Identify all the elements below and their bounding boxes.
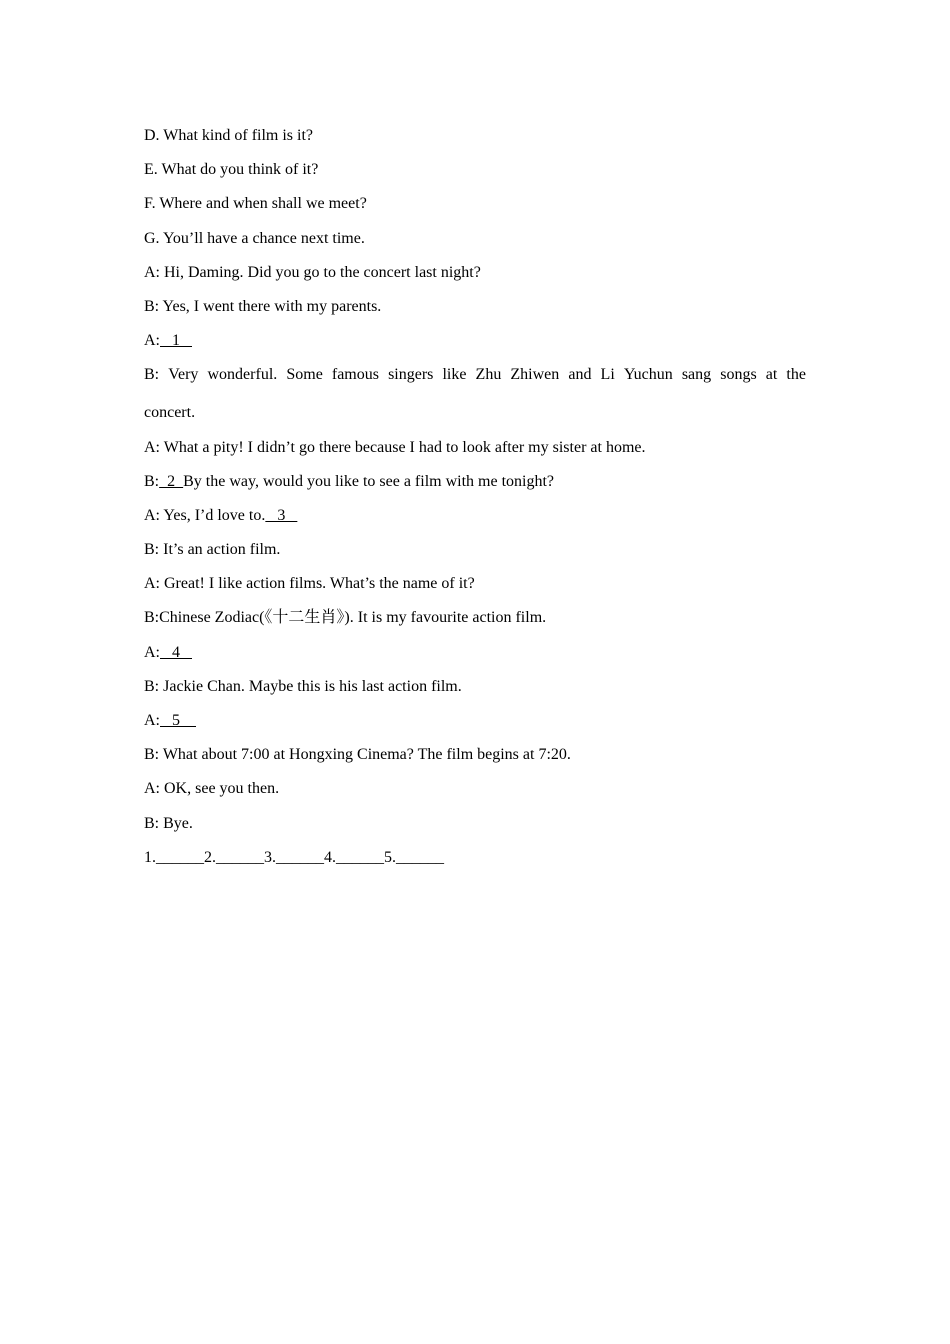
dialogue-line-14: B: What about 7:00 at Hongxing Cinema? The film begins at 7:20. [144,746,571,764]
dialogue-line-15: A: OK, see you then. [144,780,280,798]
word: Zhiwen [510,366,560,384]
option-g: G. You’ll have a chance next time. [144,229,365,247]
word: like [442,366,467,384]
dialogue-line-4 [144,364,806,402]
dialogue-line-9: A: Great! I like action films. What’s the name of it? [144,575,475,593]
dialogue-line-13 [144,710,806,744]
option-f: F. Where and when shall we meet? [144,195,367,213]
option-e: E. What do you think of it? [144,161,319,179]
speaker-label: A: [144,643,160,661]
blank-5: 5 [160,712,196,729]
dialogue-line-6 [144,471,806,505]
dialogue-line-4-continued: concert. [144,404,196,422]
line-text: By the way, would you like to see a film with me tonight? [183,472,555,490]
blank-2: 2 [159,472,184,490]
option-d: D. What kind of film is it? [144,127,314,144]
blank-3: 3 [265,506,298,524]
line-text: A: Yes, I’d love to. [144,506,266,524]
dialogue-line-16: B: Bye. [144,814,193,832]
document-page [144,125,806,881]
word: Some [286,366,323,384]
word: and [568,366,592,384]
word: singers [388,366,434,384]
speaker-label: B: [144,472,160,490]
blank-4: 4 [160,643,192,661]
word: songs [720,366,757,384]
word: Very [168,366,199,384]
word: Yuchun [623,366,673,384]
answer-line: 1.______2.______3.______4.______5.______ [144,848,444,866]
word: sang [681,366,712,384]
dialogue-line-2: B: Yes, I went there with my parents. [144,297,382,315]
word: Li [600,366,615,384]
word: famous [331,366,379,384]
word: B: [144,366,160,384]
dialogue-line-10: B:Chinese Zodiac(《十二生肖》). It is my favourite action film. [144,609,547,627]
word: wonderful. [207,366,278,384]
word: the [786,366,806,384]
dialogue-line-5: A: What a pity! I didn’t go there because I had to look after my sister at home. [144,438,646,456]
dialogue-line-1: A: Hi, Daming. Did you go to the concert last night? [144,263,481,281]
word: Zhu [475,366,502,384]
speaker-label: A: [144,332,160,350]
dialogue-line-3 [144,330,806,364]
word: at [765,366,778,384]
dialogue-line-12: B: Jackie Chan. Maybe this is his last action film. [144,677,462,695]
speaker-label: A: [144,712,160,729]
dialogue-line-8: B: It’s an action film. [144,541,281,559]
dialogue-line-11 [144,642,806,676]
dialogue-line-7 [144,505,806,539]
blank-1: 1 [160,332,192,350]
